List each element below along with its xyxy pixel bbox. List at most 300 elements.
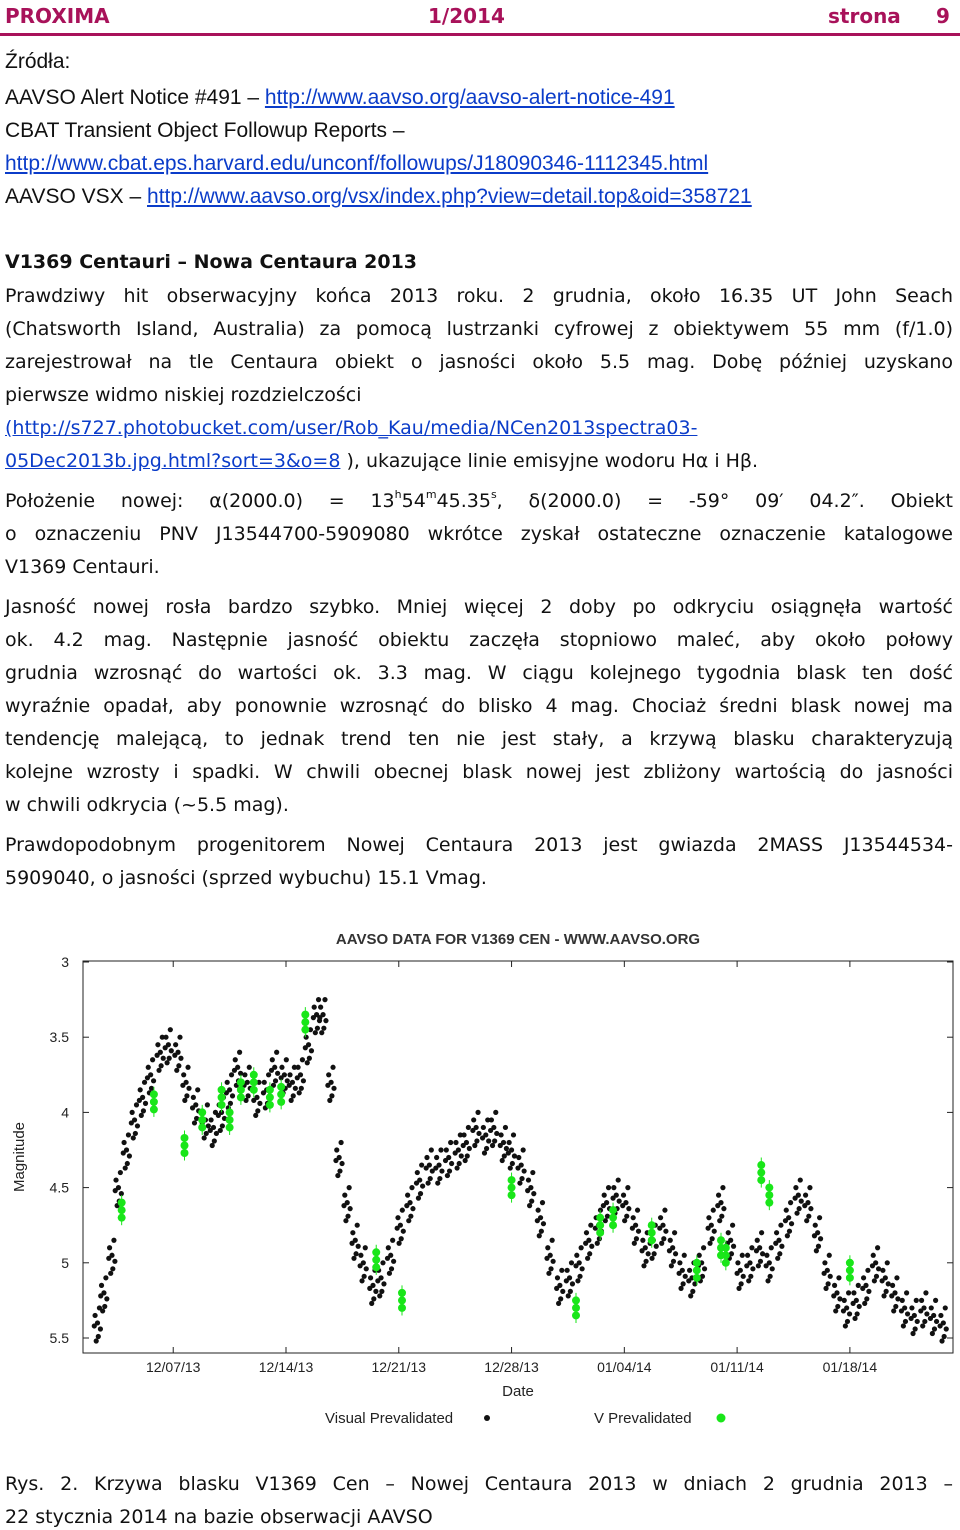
visual-point	[486, 1138, 491, 1143]
visual-point	[784, 1208, 789, 1213]
v-point	[596, 1214, 604, 1222]
page-label: strona	[828, 4, 901, 28]
visual-point	[363, 1245, 368, 1250]
y-tick-label: 4.5	[49, 1179, 69, 1196]
sources-heading: Źródła:	[5, 50, 71, 73]
visual-point	[710, 1236, 715, 1241]
visual-point	[380, 1260, 385, 1265]
visual-point	[526, 1177, 531, 1182]
visual-point	[831, 1293, 836, 1298]
visual-point	[802, 1203, 807, 1208]
coord-dec: , δ(2000.0) = -59° 09′ 04.2″. Obiekt	[496, 490, 954, 512]
aavso-alert-link[interactable]: http://www.aavso.org/aavso-alert-notice-491	[264, 86, 675, 109]
visual-point	[835, 1304, 840, 1309]
visual-point	[673, 1251, 678, 1256]
v-point	[648, 1229, 656, 1237]
visual-point	[683, 1274, 688, 1279]
visual-point	[630, 1226, 635, 1231]
visual-point	[874, 1274, 879, 1279]
visual-point	[669, 1263, 674, 1268]
visual-point	[334, 1147, 339, 1152]
visual-point	[778, 1223, 783, 1228]
visual-point	[420, 1183, 425, 1188]
visual-point	[558, 1296, 563, 1301]
visual-point	[595, 1241, 600, 1246]
visual-point	[934, 1319, 939, 1324]
visual-point	[606, 1185, 611, 1190]
visual-point	[893, 1304, 898, 1309]
visual-point	[730, 1223, 735, 1228]
visual-point	[616, 1177, 621, 1182]
visual-point	[864, 1296, 869, 1301]
visual-point	[652, 1251, 657, 1256]
visual-point	[938, 1323, 943, 1328]
visual-point	[678, 1286, 683, 1291]
visual-point	[928, 1316, 933, 1321]
v-point	[118, 1214, 126, 1222]
visual-point	[488, 1128, 493, 1133]
cbat-link[interactable]: http://www.cbat.eps.harvard.edu/unconf/followups/J18090346-1112345.html	[5, 152, 709, 175]
visual-point	[253, 1113, 258, 1118]
visual-point	[740, 1253, 745, 1258]
visual-point	[295, 1065, 300, 1070]
visual-point	[461, 1132, 466, 1137]
coord-unit: h	[394, 488, 402, 501]
visual-point	[641, 1263, 646, 1268]
paragraph-line: grudnia wzrosnąć do wartości ok. 3.3 mag. W ciągu kolejnego tygodnia blask ten dość	[5, 662, 953, 684]
visual-point	[418, 1191, 423, 1196]
visual-point	[279, 1065, 284, 1070]
v-point	[508, 1184, 516, 1192]
visual-point	[409, 1185, 414, 1190]
v-point	[250, 1086, 258, 1094]
visual-point	[273, 1078, 278, 1083]
v-point	[722, 1251, 730, 1259]
visual-point	[826, 1281, 831, 1286]
v-point	[508, 1191, 516, 1199]
visual-point	[748, 1274, 753, 1279]
visual-point	[535, 1218, 540, 1223]
visual-point	[715, 1203, 720, 1208]
visual-point	[765, 1278, 770, 1283]
v-point	[181, 1149, 189, 1157]
visual-point	[565, 1268, 570, 1273]
visual-point	[861, 1275, 866, 1280]
visual-point	[375, 1278, 380, 1283]
visual-point	[305, 1060, 310, 1065]
visual-point	[475, 1110, 480, 1115]
visual-point	[94, 1338, 99, 1343]
visual-point	[682, 1253, 687, 1258]
visual-point	[668, 1238, 673, 1243]
visual-point	[739, 1281, 744, 1286]
source-cbat-row	[5, 152, 708, 176]
v-point	[372, 1256, 380, 1264]
page-header	[0, 0, 960, 32]
visual-point	[262, 1080, 267, 1085]
visual-point	[471, 1117, 476, 1122]
visual-point	[851, 1301, 856, 1306]
paragraph-line: pierwsze widmo niskiej rozdzielczości	[5, 384, 362, 406]
paragraph-line: kolejne wzrosty i spadki. W chwili obecnej blask nowej jest zbliżony wartością do jasności	[5, 761, 953, 783]
v-point	[150, 1090, 158, 1098]
visual-point	[177, 1035, 182, 1040]
y-tick-label: 3.5	[49, 1029, 69, 1046]
visual-point	[275, 1071, 280, 1076]
v-point	[846, 1266, 854, 1274]
v-point	[693, 1266, 701, 1274]
visual-point	[758, 1259, 763, 1264]
visual-point	[870, 1263, 875, 1268]
visual-point	[205, 1102, 210, 1107]
visual-point	[706, 1215, 711, 1220]
visual-point	[389, 1266, 394, 1271]
visual-point	[391, 1259, 396, 1264]
visual-point	[191, 1095, 196, 1100]
visual-point	[395, 1226, 400, 1231]
visual-point	[139, 1113, 144, 1118]
visual-point	[312, 1005, 317, 1010]
visual-point	[602, 1193, 607, 1198]
visual-point	[806, 1214, 811, 1219]
visual-point	[793, 1185, 798, 1190]
visual-point	[779, 1244, 784, 1249]
visual-point	[315, 1026, 320, 1031]
visual-point	[577, 1274, 582, 1279]
visual-point	[415, 1170, 420, 1175]
visual-point	[397, 1241, 402, 1246]
visual-point	[667, 1248, 672, 1253]
visual-point	[707, 1241, 712, 1246]
visual-point	[172, 1053, 177, 1058]
visual-point	[184, 1093, 189, 1098]
visual-point	[622, 1218, 627, 1223]
visual-point	[118, 1170, 123, 1175]
legend-visual-marker	[484, 1415, 490, 1421]
visual-point	[860, 1286, 865, 1291]
visual-point	[635, 1208, 640, 1213]
visual-point	[915, 1319, 920, 1324]
visual-point	[228, 1101, 233, 1106]
visual-point	[923, 1290, 928, 1295]
visual-point	[750, 1266, 755, 1271]
visual-point	[266, 1072, 271, 1077]
visual-point	[764, 1263, 769, 1268]
visual-point	[575, 1278, 580, 1283]
visual-point	[808, 1206, 813, 1211]
visual-point	[299, 1086, 304, 1091]
visual-point	[317, 1015, 322, 1020]
coord-ra-minutes: 54	[401, 490, 426, 512]
visual-point	[574, 1253, 579, 1258]
visual-point	[110, 1266, 115, 1271]
visual-point	[106, 1256, 111, 1261]
v-point	[372, 1263, 380, 1271]
visual-point	[866, 1289, 871, 1294]
visual-point	[364, 1266, 369, 1271]
visual-point	[875, 1245, 880, 1250]
v-point	[218, 1093, 226, 1101]
x-tick-label: 01/11/14	[710, 1359, 764, 1375]
visual-point	[155, 1042, 160, 1047]
visual-point	[307, 1056, 312, 1061]
visual-point	[377, 1293, 382, 1298]
visual-point	[789, 1221, 794, 1226]
visual-point	[601, 1203, 606, 1208]
visual-point	[610, 1196, 615, 1201]
visual-point	[350, 1230, 355, 1235]
visual-point	[884, 1289, 889, 1294]
visual-point	[920, 1323, 925, 1328]
visual-point	[521, 1147, 526, 1152]
visual-point	[885, 1260, 890, 1265]
visual-point	[313, 1030, 318, 1035]
spectrum-link[interactable]: (http://s727.photobucket.com/user/Rob_Kau/media/NCen2013spectra03-	[5, 417, 698, 439]
visual-point	[687, 1268, 692, 1273]
visual-point	[291, 1093, 296, 1098]
visual-point	[579, 1245, 584, 1250]
visual-point	[351, 1256, 356, 1261]
visual-point	[261, 1090, 266, 1095]
visual-point	[744, 1263, 749, 1268]
v-point	[765, 1191, 773, 1199]
visual-point	[541, 1221, 546, 1226]
v-point	[596, 1221, 604, 1229]
visual-point	[424, 1165, 429, 1170]
visual-point	[625, 1185, 630, 1190]
visual-point	[624, 1214, 629, 1219]
visual-point	[545, 1245, 550, 1250]
visual-point	[823, 1286, 828, 1291]
paragraph-line: Prawdopodobnym progenitorem Nowej Centaura 2013 jest gwiazda 2MASS J13544534-	[5, 834, 953, 856]
v-point	[226, 1123, 234, 1131]
legend-v-marker	[717, 1414, 726, 1423]
v-point	[266, 1101, 274, 1109]
visual-point	[466, 1125, 471, 1130]
visual-point	[210, 1143, 215, 1148]
visual-point	[749, 1245, 754, 1250]
visual-point	[108, 1271, 113, 1276]
visual-point	[178, 1056, 183, 1061]
visual-point	[770, 1266, 775, 1271]
visual-point	[358, 1253, 363, 1258]
visual-point	[100, 1308, 105, 1313]
visual-point	[807, 1185, 812, 1190]
visual-point	[176, 1063, 181, 1068]
visual-point	[400, 1208, 405, 1213]
visual-point	[444, 1147, 449, 1152]
visual-point	[659, 1241, 664, 1246]
coord-unit: m	[425, 488, 437, 501]
visual-point	[371, 1296, 376, 1301]
visual-point	[113, 1188, 118, 1193]
visual-point	[142, 1080, 147, 1085]
visual-point	[804, 1218, 809, 1223]
visual-point	[525, 1188, 530, 1193]
visual-point	[833, 1308, 838, 1313]
visual-point	[113, 1177, 118, 1182]
v-point	[722, 1259, 730, 1267]
visual-point	[335, 1173, 340, 1178]
visual-point	[251, 1098, 256, 1103]
spectrum-link-continued[interactable]: 05Dec2013b.jpg.html?sort=3&o=8	[5, 450, 341, 472]
visual-point	[822, 1260, 827, 1265]
visual-point	[133, 1131, 138, 1136]
source-cbat: CBAT Transient Object Followup Reports –	[5, 119, 405, 142]
visual-point	[381, 1281, 386, 1286]
visual-point	[516, 1155, 521, 1160]
visual-point	[386, 1245, 391, 1250]
visual-point	[719, 1214, 724, 1219]
v-point	[765, 1199, 773, 1207]
v-point	[198, 1108, 206, 1116]
visual-point	[507, 1140, 512, 1145]
visual-point	[419, 1162, 424, 1167]
visual-point	[511, 1132, 516, 1137]
visual-point	[706, 1226, 711, 1231]
v-point	[198, 1116, 206, 1124]
visual-point	[270, 1057, 275, 1062]
paragraph-line: 5909040, o jasności (sprzed wybuchu) 15.1 Vmag.	[5, 867, 487, 889]
visual-point	[182, 1098, 187, 1103]
visual-point	[910, 1331, 915, 1336]
visual-point	[794, 1211, 799, 1216]
visual-point	[347, 1185, 352, 1190]
visual-point	[568, 1289, 573, 1294]
visual-point	[527, 1203, 532, 1208]
visual-point	[754, 1248, 759, 1253]
v-point	[609, 1206, 617, 1214]
visual-point	[146, 1065, 151, 1070]
vsx-link[interactable]: http://www.aavso.org/vsx/index.php?view=detail.top&oid=358721	[147, 185, 752, 208]
visual-point	[401, 1229, 406, 1234]
source-aavso-alert	[5, 86, 675, 110]
visual-point	[894, 1275, 899, 1280]
visual-point	[517, 1180, 522, 1185]
paragraph-line	[5, 450, 758, 472]
visual-point	[161, 1056, 166, 1061]
visual-point	[429, 1147, 434, 1152]
visual-point	[720, 1185, 725, 1190]
visual-point	[438, 1147, 443, 1152]
v-point	[181, 1141, 189, 1149]
visual-point	[174, 1068, 179, 1073]
visual-point	[159, 1063, 164, 1068]
visual-point	[230, 1093, 235, 1098]
visual-point	[702, 1266, 707, 1271]
visual-point	[631, 1215, 636, 1220]
visual-point	[426, 1180, 431, 1185]
visual-point	[589, 1244, 594, 1249]
visual-point	[663, 1229, 668, 1234]
v-point	[596, 1229, 604, 1237]
visual-point	[98, 1326, 103, 1331]
visual-point	[202, 1135, 207, 1140]
visual-point	[862, 1301, 867, 1306]
v-point	[609, 1214, 617, 1222]
visual-point	[134, 1102, 139, 1107]
visual-point	[216, 1113, 221, 1118]
visual-point	[493, 1110, 498, 1115]
visual-point	[889, 1293, 894, 1298]
visual-point	[836, 1275, 841, 1280]
visual-point	[793, 1196, 798, 1201]
visual-point	[903, 1319, 908, 1324]
visual-point	[287, 1083, 292, 1088]
visual-point	[569, 1260, 574, 1265]
visual-point	[537, 1233, 542, 1238]
x-tick-label: 12/28/13	[484, 1359, 539, 1375]
visual-point	[736, 1286, 741, 1291]
paragraph-line: (Chatsworth Island, Australia) za pomocą lustrzanki cyfrowej z obiektywem 55 mm (f/1.0)	[5, 318, 953, 340]
figure-caption-continued: 22 stycznia 2014 na bazie obserwacji AAVSO	[5, 1506, 433, 1528]
visual-point	[92, 1313, 97, 1318]
visual-point	[777, 1251, 782, 1256]
source-vsx-prefix: AAVSO VSX –	[5, 185, 148, 208]
article-title: V1369 Centauri – Nowa Centaura 2013	[5, 251, 418, 273]
legend-v-label: V Prevalidated	[594, 1410, 692, 1427]
coordinates-line	[5, 490, 953, 512]
paragraph-line: V1369 Centauri.	[5, 556, 160, 578]
visual-point	[900, 1298, 905, 1303]
visual-point	[289, 1098, 294, 1103]
visual-point	[287, 1072, 292, 1077]
visual-point	[92, 1323, 97, 1328]
visual-point	[102, 1304, 107, 1309]
visual-point	[367, 1286, 372, 1291]
visual-point	[467, 1146, 472, 1151]
visual-point	[843, 1323, 848, 1328]
visual-point	[671, 1259, 676, 1264]
visual-point	[284, 1057, 289, 1062]
paragraph-line: w chwili odkrycia (~5.5 mag).	[5, 794, 289, 816]
visual-point	[798, 1177, 803, 1182]
coord-unit: s	[490, 488, 497, 501]
v-point	[398, 1296, 406, 1304]
visual-point	[555, 1275, 560, 1280]
visual-point	[96, 1334, 101, 1339]
visual-point	[636, 1229, 641, 1234]
visual-point	[362, 1274, 367, 1279]
v-point	[250, 1078, 258, 1086]
v-point	[693, 1259, 701, 1267]
visual-point	[891, 1308, 896, 1313]
visual-point	[510, 1161, 515, 1166]
visual-point	[416, 1196, 421, 1201]
visual-point	[369, 1301, 374, 1306]
visual-point	[661, 1236, 666, 1241]
visual-point	[190, 1105, 195, 1110]
header-divider	[0, 33, 960, 36]
visual-point	[865, 1268, 870, 1273]
visual-point	[551, 1259, 556, 1264]
visual-point	[548, 1266, 553, 1271]
visual-point	[297, 1090, 302, 1095]
paragraph-line: zarejestrował na tle Centaura obiekt o jasności około 5.5 mag. Dobę później uzyskano	[5, 351, 953, 373]
visual-point	[857, 1304, 862, 1309]
v-point	[609, 1221, 617, 1229]
visual-point	[167, 1056, 172, 1061]
legend-visual-label: Visual Prevalidated	[325, 1410, 454, 1427]
visual-point	[872, 1278, 877, 1283]
visual-point	[326, 1072, 331, 1077]
visual-point	[880, 1278, 885, 1283]
visual-point	[539, 1229, 544, 1234]
v-point	[237, 1078, 245, 1086]
v-point	[572, 1311, 580, 1319]
visual-point	[500, 1158, 505, 1163]
visual-point	[942, 1334, 947, 1339]
